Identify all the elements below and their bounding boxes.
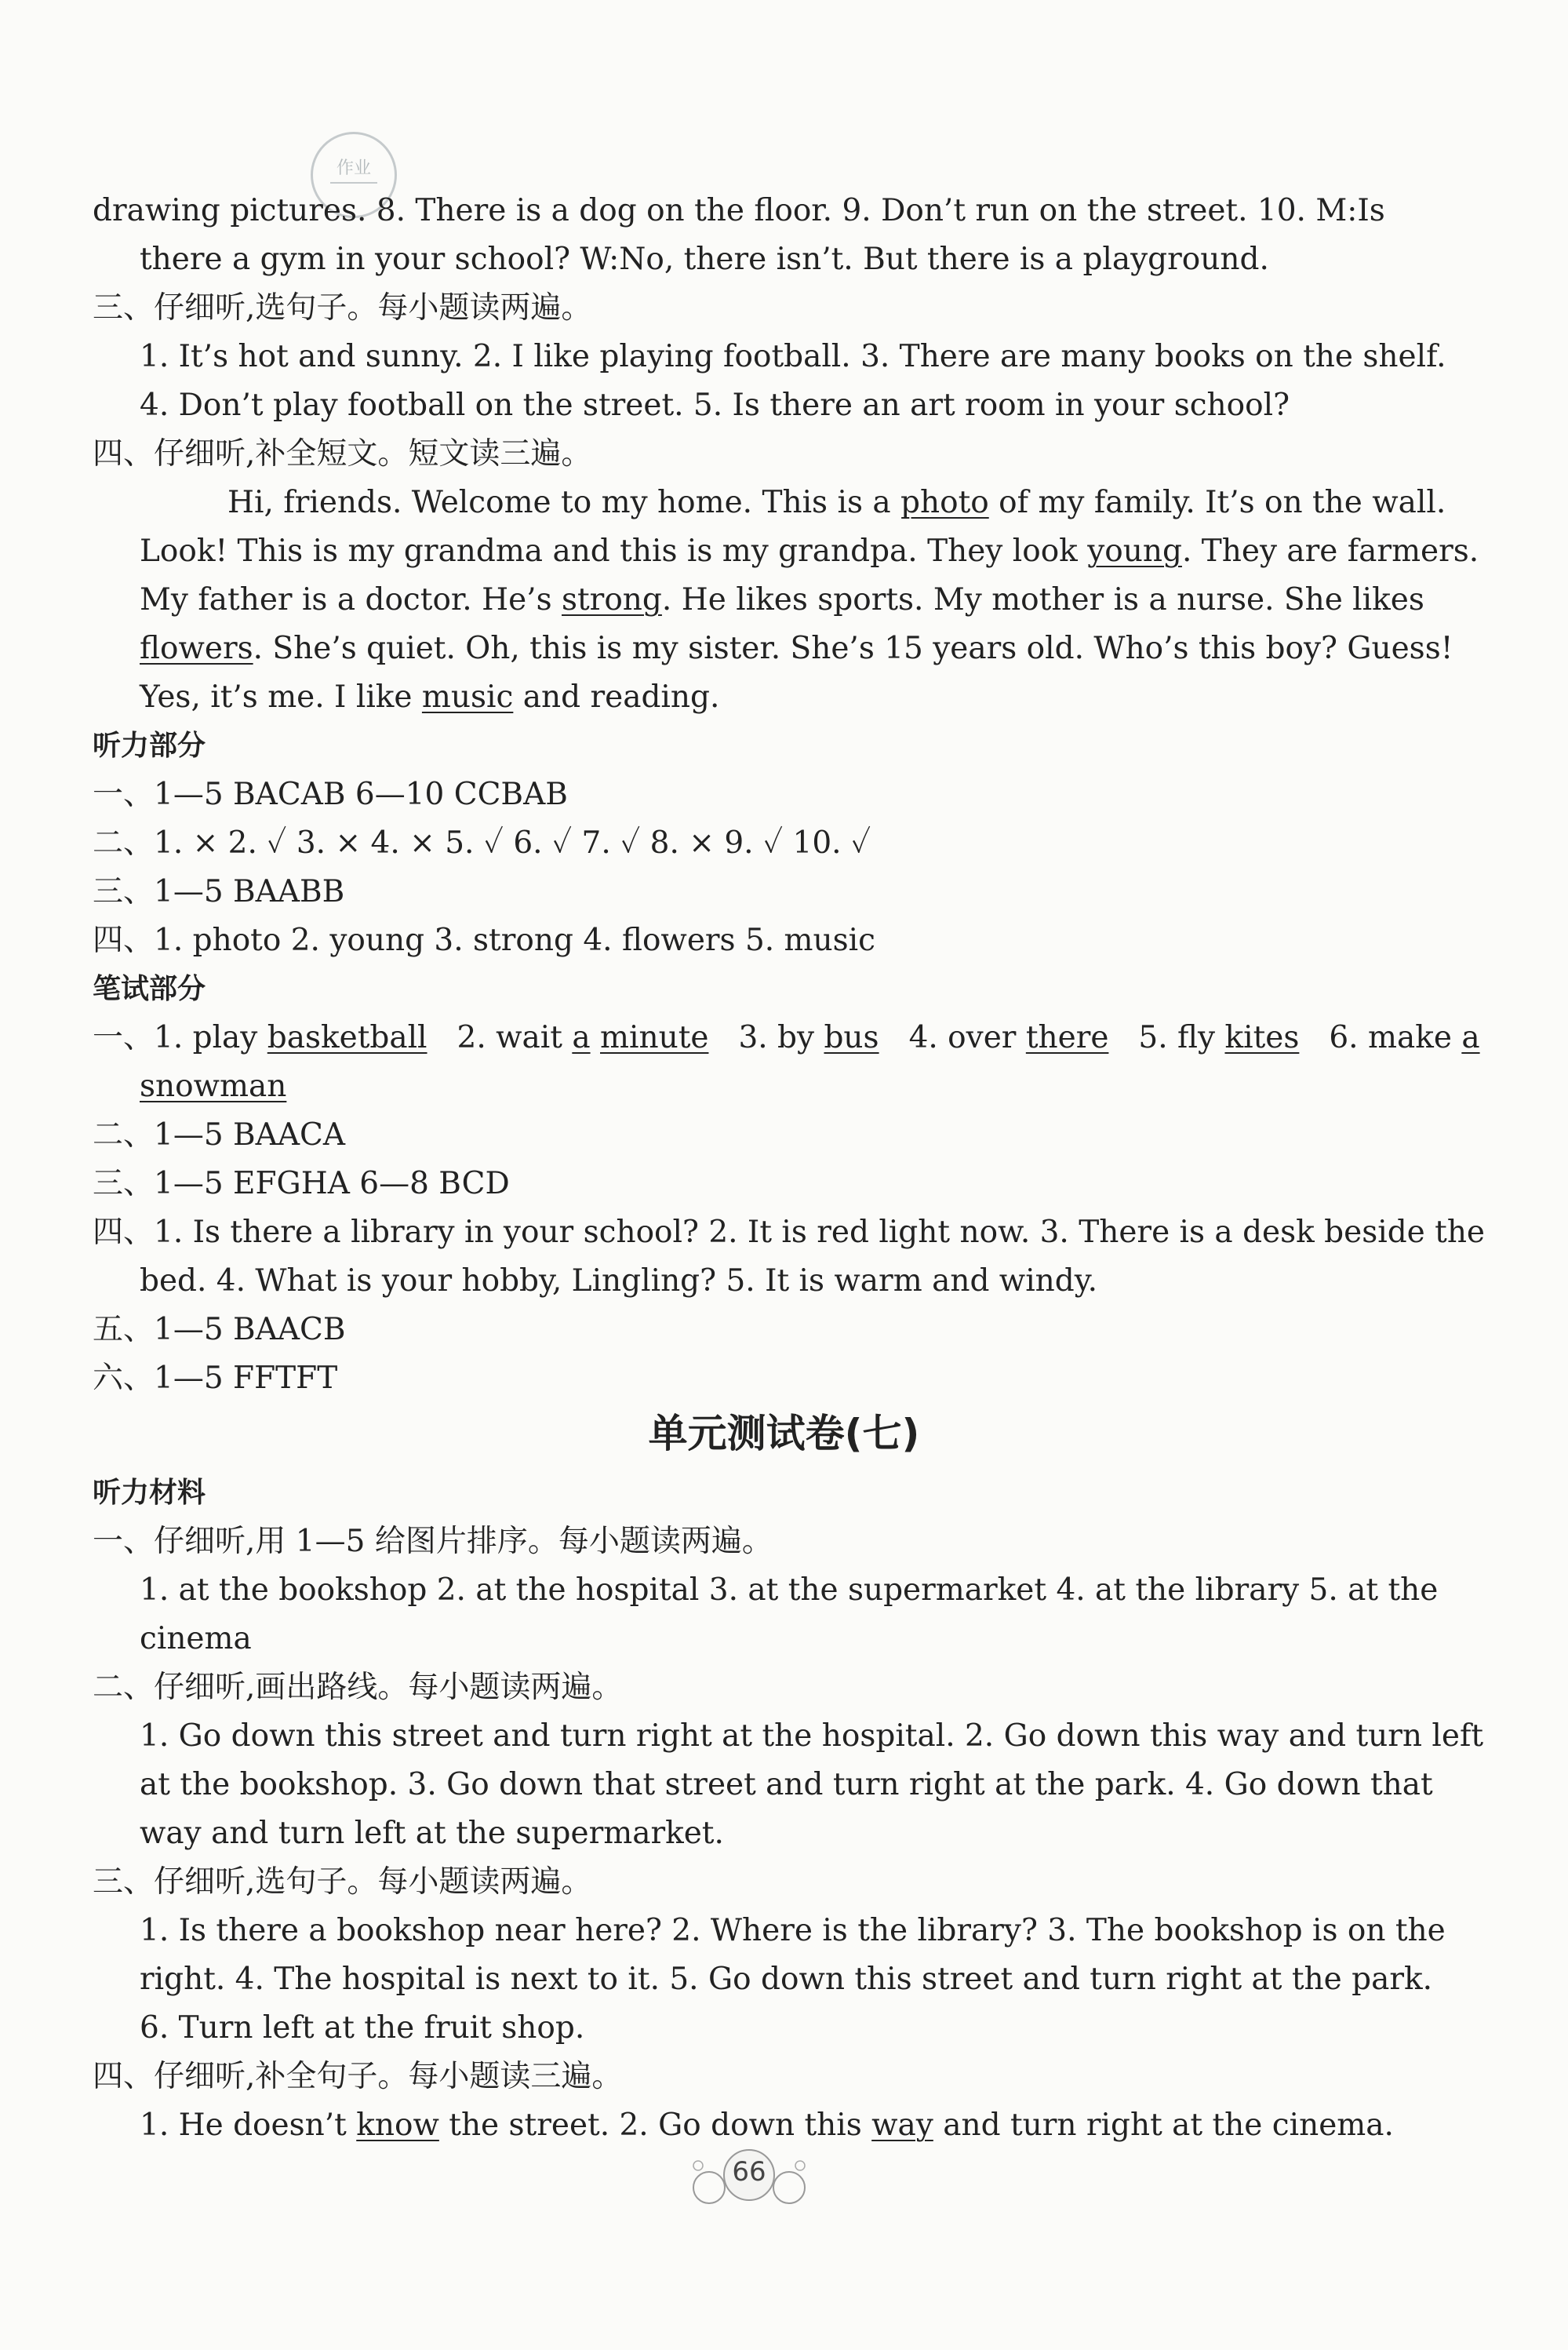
passage-line: Look! This is my grandma and this is my grandpa. They look young. They are farmers. bbox=[140, 534, 1479, 569]
passage-line: My father is a doctor. He’s strong. He likes sports. My mother is a nurse. She likes bbox=[140, 582, 1424, 618]
text-line: 1. He doesn’t know the street. 2. Go down this way and turn right at the cinema. bbox=[140, 2108, 1394, 2143]
unit-title: 单元测试卷(七) bbox=[648, 1411, 920, 1456]
page-number-badge bbox=[682, 2142, 816, 2213]
text-line: 1. at the bookshop 2. at the hospital 3. at the supermarket 4. at the library 5. at the bbox=[140, 1572, 1439, 1608]
text-line: way and turn left at the supermarket. bbox=[140, 1816, 724, 1851]
text-line: 4. Don’t play football on the street. 5. Is there an art room in your school? bbox=[140, 388, 1290, 423]
listening-heading: 听力部分 bbox=[93, 730, 206, 762]
answer-blank: music bbox=[421, 679, 514, 715]
answer-line: 一、1. play basketball 2. wait a minute 3. by bus 4. over there 5. fly kites 6. make a bbox=[93, 1020, 1480, 1055]
answer-line: 五、1—5 BAACB bbox=[93, 1312, 346, 1347]
answer-line: 六、1—5 FFTFT bbox=[93, 1361, 338, 1396]
text-line: 1. Go down this street and turn right at the hospital. 2. Go down this way and turn left bbox=[140, 1718, 1484, 1754]
passage-line: Yes, it’s me. I like music and reading. bbox=[140, 679, 720, 715]
section-title: 二、仔细听,画出路线。每小题读两遍。 bbox=[93, 1670, 623, 1705]
section-title: 三、仔细听,选句子。每小题读两遍。 bbox=[93, 290, 592, 326]
text-line: at the bookshop. 3. Go down that street and turn right at the park. 4. Go down that bbox=[140, 1767, 1433, 1802]
section-title: 四、仔细听,补全句子。每小题读三遍。 bbox=[93, 2059, 623, 2094]
text-line: 1. It’s hot and sunny. 2. I like playing football. 3. There are many books on the shelf. bbox=[140, 339, 1446, 374]
written-heading: 笔试部分 bbox=[93, 973, 206, 1005]
text-line: 1. Is there a bookshop near here? 2. Where is the library? 3. The bookshop is on the bbox=[140, 1913, 1446, 1948]
answer-line: 二、1—5 BAACA bbox=[93, 1117, 346, 1153]
text-line: right. 4. The hospital is next to it. 5. Go down this street and turn right at the park. bbox=[140, 1962, 1432, 1997]
text-line: 6. Turn left at the fruit shop. bbox=[140, 2010, 585, 2046]
text-line: cinema bbox=[140, 1621, 252, 1656]
text-line: drawing pictures. 8. There is a dog on the floor. 9. Don’t run on the street. 10. M:Is bbox=[93, 193, 1385, 228]
passage-line: flowers. She’s quiet. Oh, this is my sister. She’s 15 years old. Who’s this boy? Guess! bbox=[140, 631, 1453, 666]
answer-line: snowman bbox=[140, 1069, 287, 1104]
page-number: 66 bbox=[732, 2156, 766, 2188]
section-title: 四、仔细听,补全短文。短文读三遍。 bbox=[93, 436, 592, 472]
answer-blank: know bbox=[356, 2108, 439, 2143]
answer-blank: way bbox=[871, 2108, 933, 2143]
answer-line: 四、1. Is there a library in your school? 2. It is red light now. 3. There is a desk beside the bbox=[93, 1215, 1486, 1250]
answer-line: 二、1. × 2. ✓ 3. × 4. × 5. ✓ 6. ✓ 7. ✓ 8. × 9. ✓ 10. ✓ bbox=[93, 825, 871, 861]
answer-line: 三、1—5 BAABB bbox=[93, 874, 345, 909]
section-title: 三、仔细听,选句子。每小题读两遍。 bbox=[93, 1864, 592, 1900]
answer-blank: flowers bbox=[140, 631, 253, 666]
passage-line: Hi, friends. Welcome to my home. This is a photo of my family. It’s on the wall. bbox=[227, 485, 1446, 520]
section-title: 一、仔细听,用 1—5 给图片排序。每小题读两遍。 bbox=[93, 1524, 773, 1559]
answer-blank: photo bbox=[900, 485, 989, 520]
answer-blank: young bbox=[1087, 534, 1182, 569]
listening-material-heading: 听力材料 bbox=[93, 1477, 206, 1509]
answer-line: bed. 4. What is your hobby, Lingling? 5. It is warm and windy. bbox=[140, 1263, 1097, 1299]
answer-line: 一、1—5 BACAB 6—10 CCBAB bbox=[93, 777, 568, 812]
answer-blank: strong bbox=[562, 582, 662, 618]
stamp-text: 作业 bbox=[336, 158, 372, 178]
text-line: there a gym in your school? W:No, there isn’t. But there is a playground. bbox=[140, 242, 1269, 277]
answer-line: 四、1. photo 2. young 3. strong 4. flowers 5. music bbox=[93, 923, 875, 958]
answer-line: 三、1—5 EFGHA 6—8 BCD bbox=[93, 1166, 510, 1201]
